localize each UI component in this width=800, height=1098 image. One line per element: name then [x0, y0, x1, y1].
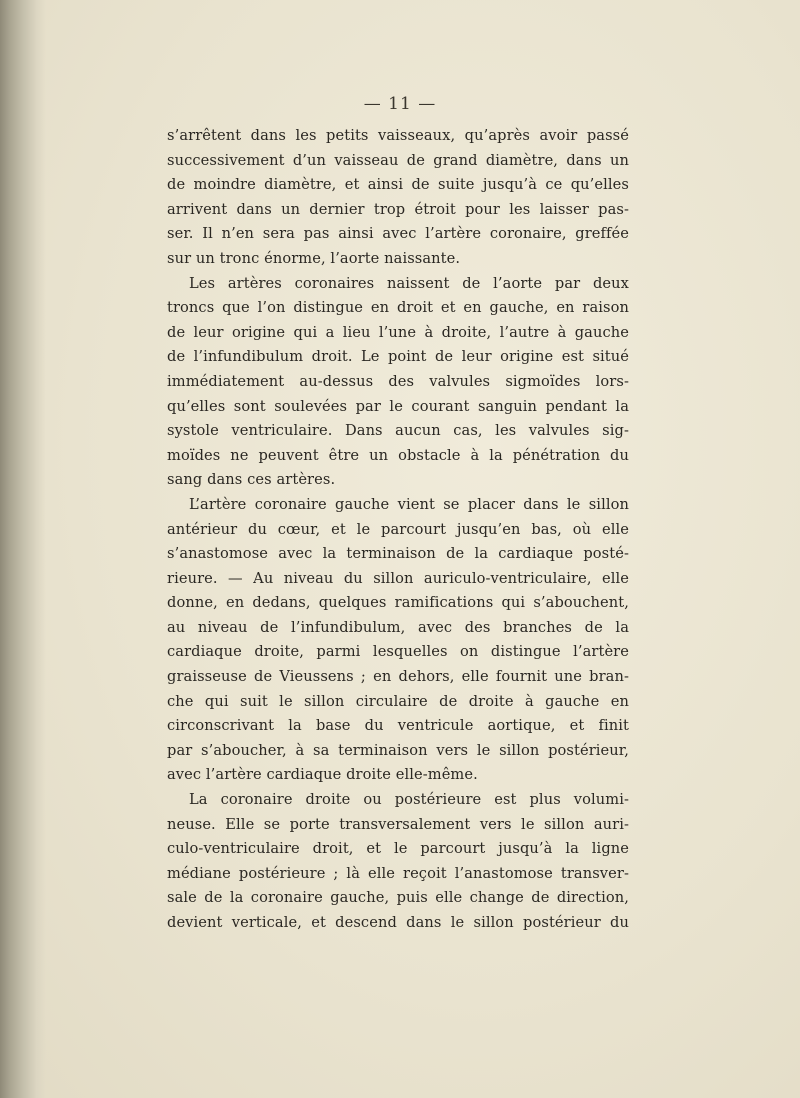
text-line: de leur origine qui a lieu l’une à droite, l’autre à gauche: [167, 323, 629, 341]
page-number: — 11 —: [363, 94, 437, 114]
paragraph: [167, 493, 629, 788]
text-line: culo-ventriculaire droit, et le parcourt jusqu’à la ligne: [167, 840, 629, 858]
text-line: immédiatement au-dessus des valvules sigmoïdes lors-: [167, 372, 629, 390]
text-line: circonscrivant la base du ventricule aortique, et finit: [167, 717, 629, 735]
paragraph: [167, 124, 629, 272]
text-line: systole ventriculaire. Dans aucun cas, les valvules sig-: [167, 422, 629, 440]
text-line: de l’infundibulum droit. Le point de leur origine est situé: [167, 348, 629, 366]
text-line: L’artère coronaire gauche vient se placer dans le sillon: [189, 495, 629, 513]
text-line: ser. Il n’en sera pas ainsi avec l’artère coronaire, greffée: [167, 225, 629, 243]
text-line: sale de la coronaire gauche, puis elle change de direction,: [167, 889, 629, 907]
text-line: rieure. — Au niveau du sillon auriculo-ventriculaire, elle: [167, 569, 629, 587]
text-line: sur un tronc énorme, l’aorte naissante.: [167, 249, 461, 267]
text-line: donne, en dedans, quelques ramifications qui s’abouchent,: [167, 594, 629, 612]
text-line: sang dans ces artères.: [167, 471, 336, 489]
text-line: antérieur du cœur, et le parcourt jusqu’en bas, où elle: [167, 520, 629, 538]
paragraph: [167, 788, 629, 936]
text-line: cardiaque droite, parmi lesquelles on distingue l’artère: [167, 643, 629, 661]
text-line: graisseuse de Vieussens ; en dehors, elle fournit une bran-: [167, 668, 629, 686]
text-line: che qui suit le sillon circulaire de droite à gauche en: [167, 692, 629, 710]
text-line: moïdes ne peuvent être un obstacle à la pénétration du: [167, 446, 629, 464]
text-line: neuse. Elle se porte transversalement vers le sillon auri-: [167, 815, 629, 833]
text-line: au niveau de l’infundibulum, avec des branches de la: [167, 618, 629, 636]
text-line: médiane postérieure ; là elle reçoit l’anastomose transver-: [167, 864, 629, 882]
text-line: arrivent dans un dernier trop étroit pour les laisser pas-: [167, 200, 629, 218]
body-text: [167, 124, 629, 936]
text-line: successivement d’un vaisseau de grand diamètre, dans un: [167, 151, 629, 169]
text-line: qu’elles sont soulevées par le courant sanguin pendant la: [167, 397, 629, 415]
text-line: s’arrêtent dans les petits vaisseaux, qu’après avoir passé: [167, 127, 629, 144]
text-line: de moindre diamètre, et ainsi de suite jusqu’à ce qu’elles: [167, 176, 629, 194]
binding-edge-shadow: [0, 0, 46, 1098]
text-line: Les artères coronaires naissent de l’aorte par deux: [189, 274, 629, 292]
text-line: troncs que l’on distingue en droit et en gauche, en raison: [167, 299, 629, 317]
text-line: devient verticale, et descend dans le sillon postérieur du: [167, 914, 629, 931]
text-line: par s’aboucher, à sa terminaison vers le sillon postérieur,: [167, 741, 629, 759]
text-line: s’anastomose avec la terminaison de la cardiaque posté-: [167, 545, 629, 563]
text-line: La coronaire droite ou postérieure est plus volumi-: [189, 791, 629, 809]
text-line: avec l’artère cardiaque droite elle-même.: [167, 766, 478, 784]
paragraph: [167, 272, 629, 493]
